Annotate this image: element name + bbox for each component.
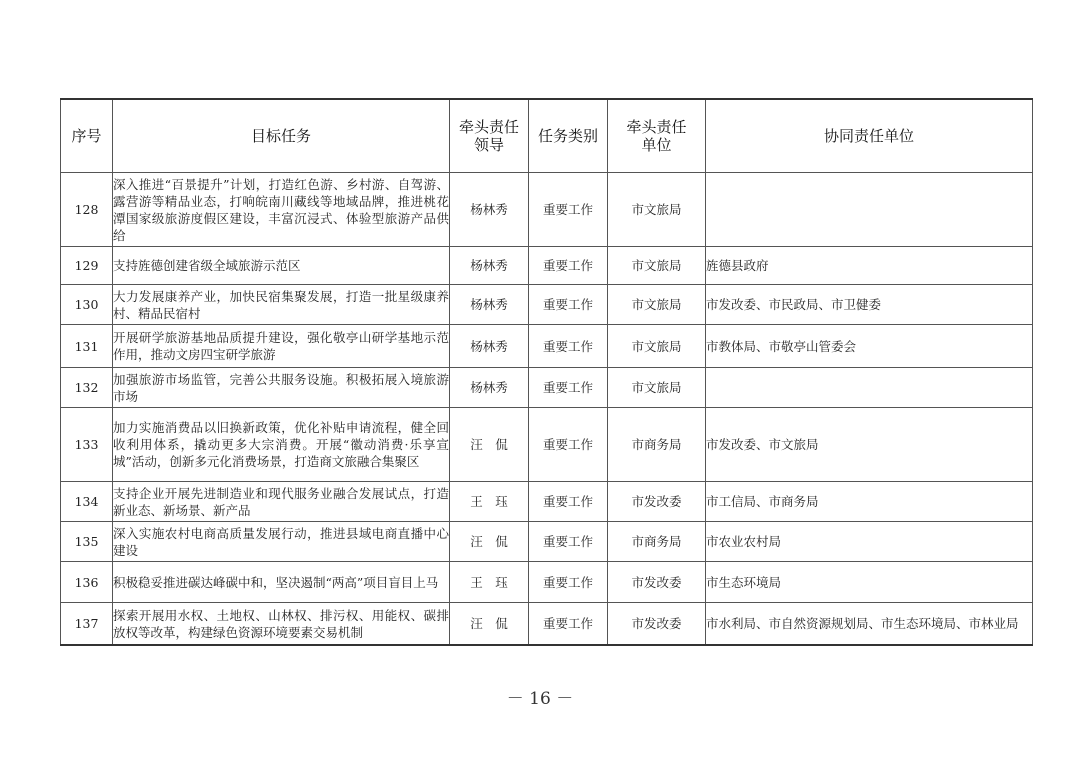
table-row [61, 603, 1033, 646]
row-unit: 市文旅局 [608, 247, 706, 285]
row-num: 128 [61, 173, 113, 247]
row-category: 重要工作 [529, 368, 608, 408]
row-task: 加强旅游市场监管，完善公共服务设施。积极拓展入境旅游市场 [113, 368, 450, 408]
row-leader: 王 珏 [450, 562, 529, 603]
row-unit: 市文旅局 [608, 173, 706, 247]
row-coop: 市水利局、市自然资源规划局、市生态环境局、市林业局 [706, 603, 1033, 646]
table-header-row [61, 99, 1033, 173]
row-coop: 市发改委、市民政局、市卫健委 [706, 285, 1033, 325]
header-unit-line2: 单位 [641, 136, 672, 154]
table-row [61, 562, 1033, 603]
header-leader-line1: 牵头责任 [458, 118, 519, 136]
row-num: 133 [61, 408, 113, 482]
row-task: 加力实施消费品以旧换新政策，优化补贴申请流程，健全回收利用体系，撬动更多大宗消费。开展“徽动消费·乐享宣城”活动，创新多元化消费场景，打造商文旅融合集聚区 [113, 408, 450, 482]
row-num: 134 [61, 482, 113, 522]
row-leader: 杨林秀 [450, 368, 529, 408]
row-coop: 旌德县政府 [706, 247, 1033, 285]
row-category: 重要工作 [529, 562, 608, 603]
row-task: 深入实施农村电商高质量发展行动，推进县域电商直播中心建设 [113, 522, 450, 562]
row-task: 支持企业开展先进制造业和现代服务业融合发展试点，打造新业态、新场景、新产品 [113, 482, 450, 522]
row-num: 131 [61, 325, 113, 368]
table-row [61, 368, 1033, 408]
row-leader: 汪 侃 [450, 522, 529, 562]
row-leader: 杨林秀 [450, 247, 529, 285]
row-leader: 杨林秀 [450, 325, 529, 368]
row-category: 重要工作 [529, 522, 608, 562]
row-leader: 杨林秀 [450, 285, 529, 325]
row-unit: 市发改委 [608, 482, 706, 522]
header-unit [608, 99, 706, 173]
row-category: 重要工作 [529, 285, 608, 325]
row-task: 积极稳妥推进碳达峰碳中和，坚决遏制“两高”项目盲目上马 [113, 562, 450, 603]
row-leader: 杨林秀 [450, 173, 529, 247]
row-category: 重要工作 [529, 173, 608, 247]
table-row [61, 482, 1033, 522]
row-task: 探索开展用水权、土地权、山林权、排污权、用能权、碳排放权等改革，构建绿色资源环境要素交易机制 [113, 603, 450, 646]
row-leader: 汪 侃 [450, 603, 529, 646]
row-coop: 市教体局、市敬亭山管委会 [706, 325, 1033, 368]
row-task: 大力发展康养产业，加快民宿集聚发展，打造一批星级康养村、精品民宿村 [113, 285, 450, 325]
row-num: 136 [61, 562, 113, 603]
row-coop: 市农业农村局 [706, 522, 1033, 562]
row-task: 支持旌德创建省级全域旅游示范区 [113, 247, 450, 285]
table-row [61, 173, 1033, 247]
row-unit: 市发改委 [608, 603, 706, 646]
row-category: 重要工作 [529, 408, 608, 482]
table-row [61, 325, 1033, 368]
task-table [60, 98, 1033, 646]
row-coop: 市工信局、市商务局 [706, 482, 1033, 522]
header-category: 任务类别 [529, 99, 608, 173]
row-task: 开展研学旅游基地品质提升建设，强化敬亭山研学基地示范作用，推动文房四宝研学旅游 [113, 325, 450, 368]
row-coop: 市生态环境局 [706, 562, 1033, 603]
row-category: 重要工作 [529, 603, 608, 646]
table-row [61, 285, 1033, 325]
row-coop: 市发改委、市文旅局 [706, 408, 1033, 482]
row-num: 135 [61, 522, 113, 562]
header-leader-line2: 领导 [473, 136, 504, 154]
row-task: 深入推进“百景提升”计划，打造红色游、乡村游、自驾游、露营游等精品业态，打响皖南川藏线等地域品牌，推进桃花潭国家级旅游度假区建设，丰富沉浸式、体验型旅游产品供给 [113, 173, 450, 247]
header-task: 目标任务 [113, 99, 450, 173]
table-row [61, 408, 1033, 482]
row-coop [706, 173, 1033, 247]
row-unit: 市商务局 [608, 408, 706, 482]
row-category: 重要工作 [529, 482, 608, 522]
row-unit: 市发改委 [608, 562, 706, 603]
row-num: 132 [61, 368, 113, 408]
row-unit: 市文旅局 [608, 368, 706, 408]
row-category: 重要工作 [529, 325, 608, 368]
row-unit: 市文旅局 [608, 325, 706, 368]
header-num: 序号 [61, 99, 113, 173]
row-coop [706, 368, 1033, 408]
row-category: 重要工作 [529, 247, 608, 285]
table-row [61, 522, 1033, 562]
row-num: 137 [61, 603, 113, 646]
page-number: － 16 － [506, 689, 574, 709]
row-leader: 汪 侃 [450, 408, 529, 482]
row-num: 130 [61, 285, 113, 325]
header-leader [450, 99, 529, 173]
row-num: 129 [61, 247, 113, 285]
table-row [61, 247, 1033, 285]
row-unit: 市商务局 [608, 522, 706, 562]
header-coop: 协同责任单位 [706, 99, 1033, 173]
row-unit: 市文旅局 [608, 285, 706, 325]
row-leader: 王 珏 [450, 482, 529, 522]
header-unit-line1: 牵头责任 [626, 118, 687, 136]
